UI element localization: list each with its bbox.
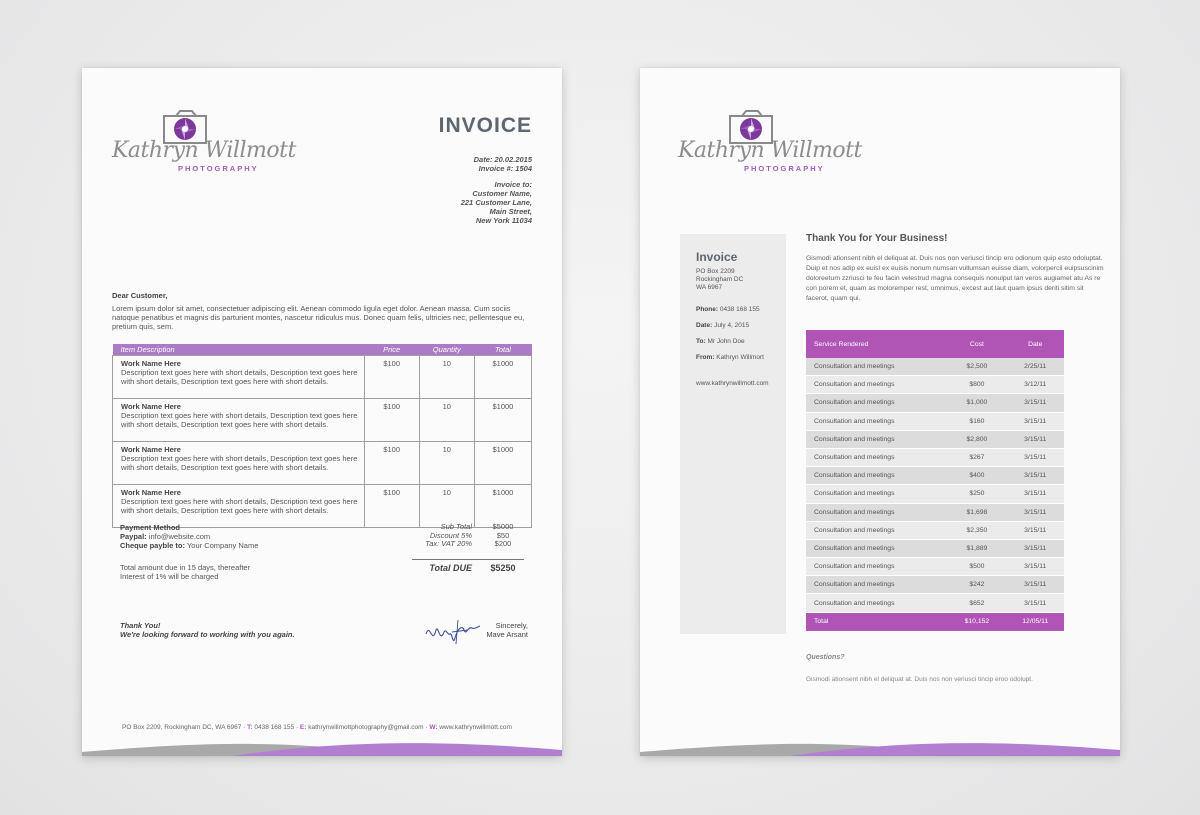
total-due-label: Total DUE <box>429 562 472 573</box>
payment-heading: Payment Method <box>120 523 181 532</box>
tax-label: Tax: VAT 20% <box>425 539 472 548</box>
footer-email: kathrynwillmottphotography@gmail.com <box>308 724 424 731</box>
table-row <box>806 503 1064 521</box>
price-cell: $100 <box>364 485 419 528</box>
brand-tagline: PHOTOGRAPHY <box>744 164 825 173</box>
terms-line: Total amount due in 15 days, thereafter <box>120 563 251 572</box>
table-row <box>113 356 532 399</box>
customer-address <box>461 189 532 225</box>
paypal-label: Paypal: <box>120 532 147 541</box>
total-cost-cell: $10,152 <box>947 612 1006 631</box>
total-cell: $1000 <box>474 356 531 399</box>
address-line: WA 6967 <box>696 284 723 291</box>
work-desc: Description text goes here with short details, Description text goes here with short details, Description text goes here with short details. <box>121 497 358 515</box>
col-service-rendered: Service Rendered <box>806 330 947 358</box>
discount-value: $50 <box>496 530 510 540</box>
price-cell: $100 <box>364 356 419 399</box>
address-line: Customer Name, <box>472 189 532 198</box>
quantity-cell: 10 <box>419 442 474 485</box>
totals-block <box>412 523 524 572</box>
to-label: To: <box>696 338 706 345</box>
date-cell: 3/15/11 <box>1007 521 1064 539</box>
address-line: Main Street, <box>489 207 532 216</box>
cost-cell: $250 <box>947 485 1006 503</box>
work-name: Work Name Here <box>121 445 181 454</box>
total-cell: $1000 <box>474 485 531 528</box>
thanks-line: We're looking forward to working with you again. <box>120 630 295 639</box>
invoice-date: Date: 20.02.2015 <box>473 155 532 164</box>
table-row <box>806 394 1064 412</box>
date-cell: 3/15/11 <box>1007 503 1064 521</box>
footer-w-label: W: <box>429 724 438 731</box>
paypal-value: info@website.com <box>148 532 211 541</box>
col-quantity: Quantity <box>419 344 474 356</box>
services-table <box>806 330 1064 632</box>
phone-value: 0438 168 155 <box>719 306 760 313</box>
col-item-description: Item Description <box>113 344 365 356</box>
work-desc: Description text goes here with short details, Description text goes here with short details, Description text goes here with short details. <box>121 368 358 386</box>
price-cell: $100 <box>364 442 419 485</box>
signature-icon <box>422 616 482 652</box>
cost-cell: $500 <box>947 558 1006 576</box>
table-row <box>806 430 1064 448</box>
date-cell: 3/15/11 <box>1007 467 1064 485</box>
items-header-row <box>113 344 532 356</box>
quantity-cell: 10 <box>419 399 474 442</box>
service-cell: Consultation and meetings <box>806 376 947 394</box>
date-cell: 3/15/11 <box>1007 558 1064 576</box>
footer-address: PO Box 2209, Rockingham DC, WA 6967 <box>122 724 242 731</box>
service-cell: Consultation and meetings <box>806 594 947 612</box>
footer-website: www.kathrynwillmott.com <box>439 724 512 731</box>
date-cell: 3/12/11 <box>1007 376 1064 394</box>
intro-paragraph: Lorem ipsum dolor sit amet, consectetuer adipiscing elit. Aenean commodo ligula eget dolor. Aenean massa. Cum sociis natoque penatibus et magnis dis parturient montes, nascetur ridiculus mus. Donec quam felis, ultricies nec, pellentesque eu, pretium quis, sem. <box>112 304 525 331</box>
table-row <box>806 594 1064 612</box>
cheque-label: Cheque payble to: <box>120 541 186 550</box>
quantity-cell: 10 <box>419 485 474 528</box>
item-description-cell <box>113 399 365 442</box>
cost-cell: $1,889 <box>947 539 1006 557</box>
work-name: Work Name Here <box>121 488 181 497</box>
table-row <box>806 576 1064 594</box>
col-cost: Cost <box>947 330 1006 358</box>
sidebar-address <box>696 268 743 292</box>
table-row <box>806 412 1064 430</box>
sidebar-to <box>696 338 745 345</box>
address-line: PO Box 2209 <box>696 268 735 275</box>
col-price: Price <box>364 344 419 356</box>
brand-logo <box>678 110 862 180</box>
footer-e-label: E: <box>299 724 307 731</box>
cost-cell: $1,698 <box>947 503 1006 521</box>
date-cell: 3/15/11 <box>1007 485 1064 503</box>
subtotal-label: Sub Total <box>440 522 472 531</box>
table-row <box>806 485 1064 503</box>
sincerely-text: Sincerely, <box>495 621 528 630</box>
service-cell: Consultation and meetings <box>806 503 947 521</box>
brand-script-name: Kathryn Willmott <box>678 138 862 163</box>
table-row <box>113 442 532 485</box>
thank-you-note <box>120 621 295 639</box>
total-due-value: $5250 <box>490 562 516 573</box>
sidebar-title: Invoice <box>696 250 738 264</box>
services-body <box>806 358 1064 631</box>
invoice-to-label: Invoice to: <box>494 180 532 189</box>
brand-logo <box>112 110 296 180</box>
to-value: Mr John Doe <box>707 338 745 345</box>
service-cell: Consultation and meetings <box>806 558 947 576</box>
service-cell: Consultation and meetings <box>806 485 947 503</box>
cost-cell: $267 <box>947 448 1006 466</box>
date-cell: 3/15/11 <box>1007 412 1064 430</box>
table-row <box>806 467 1064 485</box>
cost-cell: $1,000 <box>947 394 1006 412</box>
service-cell: Consultation and meetings <box>806 539 947 557</box>
cost-cell: $242 <box>947 576 1006 594</box>
invoice-sheet-left <box>82 68 562 756</box>
subtotal-value: $5000 <box>492 522 514 531</box>
work-name: Work Name Here <box>121 402 181 411</box>
work-desc: Description text goes here with short details, Description text goes here with short details, Description text goes here with short details. <box>121 411 358 429</box>
total-row <box>806 612 1064 631</box>
table-row <box>806 539 1064 557</box>
address-line: 221 Customer Lane, <box>460 198 532 207</box>
questions-label: Questions? <box>806 654 845 661</box>
col-total: Total <box>474 344 531 356</box>
service-cell: Consultation and meetings <box>806 358 947 376</box>
work-name: Work Name Here <box>121 359 181 368</box>
invoice-number: Invoice #: 1504 <box>478 164 532 173</box>
col-date: Date <box>1007 330 1064 358</box>
date-label: Date: <box>696 322 713 329</box>
date-cell: 2/25/11 <box>1007 358 1064 376</box>
service-cell: Consultation and meetings <box>806 521 947 539</box>
date-cell: 3/15/11 <box>1007 539 1064 557</box>
table-row <box>806 558 1064 576</box>
service-cell: Consultation and meetings <box>806 394 947 412</box>
item-description-cell <box>113 442 365 485</box>
brand-tagline: PHOTOGRAPHY <box>178 164 259 173</box>
service-cell: Consultation and meetings <box>806 412 947 430</box>
cost-cell: $160 <box>947 412 1006 430</box>
terms-line: Interest of 1% will be charged <box>120 572 219 581</box>
service-cell: Consultation and meetings <box>806 576 947 594</box>
total-date-cell: 12/05/11 <box>1007 612 1064 631</box>
footer-phone: 0438 168 155 <box>254 724 295 731</box>
cost-cell: $2,350 <box>947 521 1006 539</box>
thanks-line: Thank You! <box>120 621 161 630</box>
invoice-sidebar <box>680 234 786 634</box>
footer-contact: PO Box 2209, Rockingham DC, WA 6967 · T: 0438 168 155 · E: kathrynwillmottphotography@gmail.com · W: www.kathrynwillmott.com <box>122 724 512 731</box>
table-row <box>113 399 532 442</box>
payment-terms-note <box>120 563 250 581</box>
service-cell: Consultation and meetings <box>806 448 947 466</box>
sidebar-from <box>696 354 764 361</box>
table-row <box>806 448 1064 466</box>
date-value: July 4, 2015 <box>714 322 750 329</box>
service-cell: Consultation and meetings <box>806 430 947 448</box>
cost-cell: $2,800 <box>947 430 1006 448</box>
totals-divider <box>412 559 524 560</box>
date-cell: 3/15/11 <box>1007 448 1064 466</box>
brand-script-name: Kathryn Willmott <box>112 138 296 163</box>
sign-off <box>486 621 528 639</box>
cost-cell: $2,500 <box>947 358 1006 376</box>
from-value: Kathryn Willmort <box>716 354 764 361</box>
cost-cell: $652 <box>947 594 1006 612</box>
discount-label: Discount 5% <box>429 530 472 540</box>
item-description-cell <box>113 356 365 399</box>
quantity-cell: 10 <box>419 356 474 399</box>
table-row <box>806 376 1064 394</box>
payment-method <box>120 523 258 550</box>
from-label: From: <box>696 354 715 361</box>
total-cell: $1000 <box>474 442 531 485</box>
table-row <box>806 521 1064 539</box>
footer-wave <box>640 738 1120 756</box>
address-line: New York 11034 <box>475 216 532 225</box>
signer-name: Mave Arsant <box>486 630 528 639</box>
date-cell: 3/15/11 <box>1007 594 1064 612</box>
sidebar-phone <box>696 306 760 313</box>
total-label-cell: Total <box>806 612 947 631</box>
cost-cell: $800 <box>947 376 1006 394</box>
footer-t-label: T: <box>247 724 253 731</box>
service-cell: Consultation and meetings <box>806 467 947 485</box>
price-cell: $100 <box>364 399 419 442</box>
items-table <box>112 344 532 528</box>
greeting: Dear Customer, <box>112 291 168 300</box>
date-cell: 3/15/11 <box>1007 394 1064 412</box>
sidebar-website: www.kathrynwillmott.com <box>696 380 769 387</box>
address-line: Rockingham DC <box>696 276 744 283</box>
invoice-sheet-right <box>640 68 1120 756</box>
sidebar-date <box>696 322 749 329</box>
date-cell: 3/15/11 <box>1007 576 1064 594</box>
footer-wave <box>82 738 562 756</box>
tax-value: $200 <box>494 539 512 548</box>
invoice-title: INVOICE <box>438 114 532 137</box>
table-row <box>806 358 1064 376</box>
date-cell: 3/15/11 <box>1007 430 1064 448</box>
thank-you-paragraph: Gismodi ationsent nibh el deliquat at. Duis nos non veriusci tincip ero odionum quip esto odoluptat. Duip et nos adip ex euisl ex euisis nonum numsan vullumsan euisse diam, volorpercil euipsuscinim doloreetum zzriusci te feu facin velestrud magna consequis nonulput lan veros augiamet atu As re con porem et, quam as moloremper rest, omnimus, excest aut laut quam ipsus deriti sitim sit facerot, quam qui. <box>806 255 1104 302</box>
thank-you-heading: Thank You for Your Business! <box>806 233 948 244</box>
services-header-row <box>806 330 1064 358</box>
work-desc: Description text goes here with short details, Description text goes here with short details, Description text goes here with short details. <box>121 454 358 472</box>
cheque-value: Your Company Name <box>186 541 259 550</box>
total-cell: $1000 <box>474 399 531 442</box>
phone-label: Phone: <box>696 306 719 313</box>
questions-text: Gismodi ationsent nibh el deliquat at. Duis nos non veriusci tincip eroo odolupt. <box>806 676 1033 683</box>
item-description-cell <box>113 485 365 528</box>
cost-cell: $400 <box>947 467 1006 485</box>
